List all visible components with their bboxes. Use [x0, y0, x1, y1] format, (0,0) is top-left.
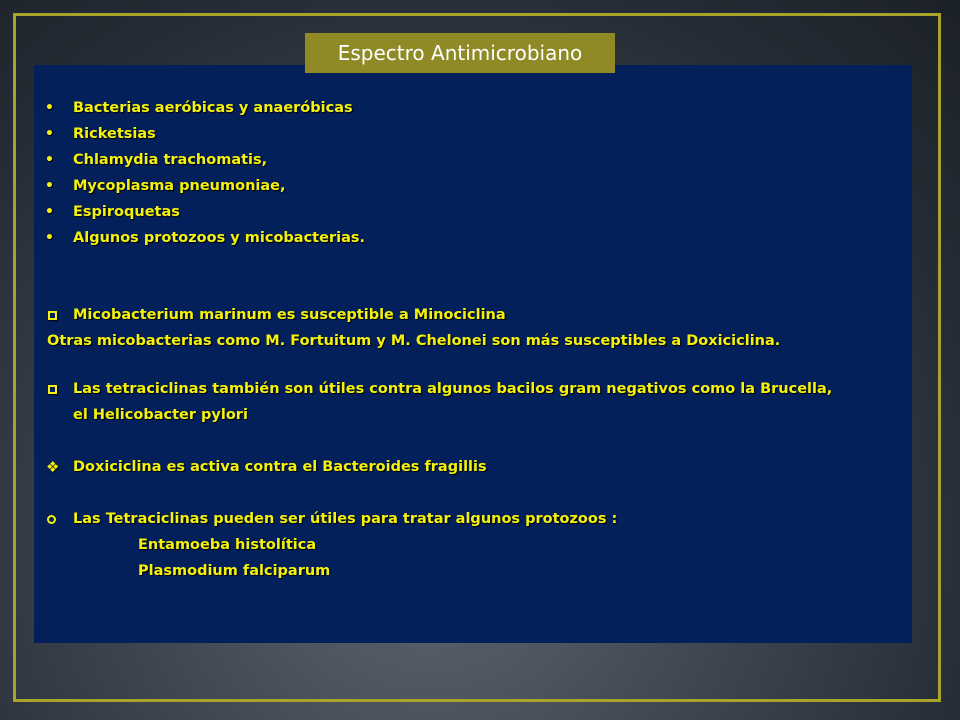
- bullet-dot: •: [45, 126, 54, 142]
- bullet-dot: •: [45, 178, 54, 194]
- section4-item: Entamoeba histolítica: [138, 537, 317, 553]
- section2-line2: el Helicobacter pylori: [73, 407, 248, 423]
- bullet-item: Chlamydia trachomatis,: [73, 152, 268, 168]
- bullet-item: Bacterias aeróbicas y anaeróbicas: [73, 100, 353, 116]
- bullet-dot: •: [45, 152, 54, 168]
- section4-item: Plasmodium falciparum: [138, 563, 331, 579]
- bullet-item: Algunos protozoos y micobacterias.: [73, 230, 365, 246]
- section3-line1: Doxiciclina es activa contra el Bacteroides fragillis: [73, 459, 487, 475]
- bullet-dot: •: [45, 100, 54, 116]
- circle-bullet-icon: [47, 515, 56, 524]
- section4-line1: Las Tetraciclinas pueden ser útiles para tratar algunos protozoos :: [73, 511, 618, 527]
- bullet-item: Ricketsias: [73, 126, 156, 142]
- checkbox-bullet-icon: [48, 311, 57, 320]
- section1-heading: Micobacterium marinum es susceptible a Minociclina: [73, 307, 506, 323]
- section2-line1: Las tetraciclinas también son útiles contra algunos bacilos gram negativos como la Brucella,: [73, 381, 833, 397]
- section1-line2: Otras micobacterias como M. Fortuitum y M. Chelonei son más susceptibles a Doxiciclina.: [47, 333, 781, 349]
- checkbox-bullet-icon: [48, 385, 57, 394]
- bullet-dot: •: [45, 204, 54, 220]
- bullet-item: Espiroquetas: [73, 204, 180, 220]
- bullet-item: Mycoplasma pneumoniae,: [73, 178, 286, 194]
- slide-title: Espectro Antimicrobiano: [305, 33, 615, 73]
- diamond-bullet-icon: ❖: [46, 458, 60, 476]
- bullet-dot: •: [45, 230, 54, 246]
